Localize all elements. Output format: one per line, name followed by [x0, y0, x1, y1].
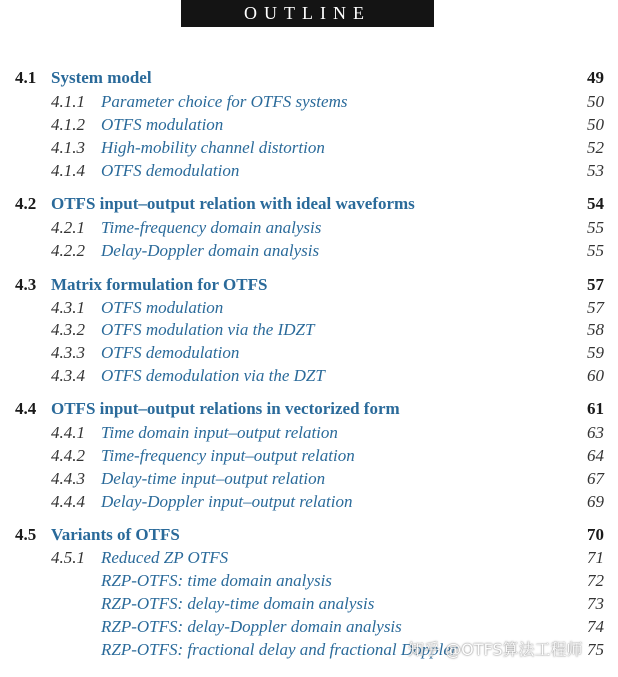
section-title[interactable]: Matrix formulation for OTFS	[51, 275, 268, 294]
toc-subsection-4-3-3[interactable]	[0, 342, 618, 364]
toc-subsection-4-2-2[interactable]	[0, 240, 618, 262]
subsection-title[interactable]: Time domain input–output relation	[101, 423, 338, 442]
subsection-title[interactable]: Parameter choice for OTFS systems	[101, 92, 348, 111]
subsection-number: 4.1.4	[51, 161, 85, 180]
subsection-number: 4.4.4	[51, 492, 85, 511]
page-number: 55	[587, 218, 604, 237]
subsection-number: 4.3.2	[51, 320, 85, 339]
page-number: 55	[587, 241, 604, 260]
toc-section-4-1[interactable]	[0, 67, 618, 89]
page-number: 69	[587, 492, 604, 511]
page-number: 63	[587, 423, 604, 442]
subsection-number: 4.2.1	[51, 218, 85, 237]
subsection-number: 4.3.3	[51, 343, 85, 362]
page-number: 58	[587, 320, 604, 339]
subsection-title[interactable]: Delay-Doppler domain analysis	[101, 241, 320, 260]
subsection-number: 4.2.2	[51, 241, 85, 260]
page-number: 74	[587, 617, 604, 636]
entry-title[interactable]: RZP-OTFS: fractional delay and fractional Doppler	[101, 640, 458, 659]
toc-section-4-2[interactable]	[0, 193, 618, 215]
page-number: 72	[587, 571, 604, 590]
subsection-title[interactable]: OTFS modulation	[101, 298, 224, 317]
subsection-title[interactable]: OTFS demodulation via the DZT	[101, 366, 325, 385]
section-title[interactable]: OTFS input–output relation with ideal waveforms	[51, 194, 415, 213]
toc-subsection-4-2-1[interactable]	[0, 217, 618, 239]
toc-entry-rzp-delay-doppler[interactable]	[0, 616, 618, 638]
subsection-title[interactable]: Delay-time input–output relation	[101, 469, 326, 488]
page-number: 50	[587, 115, 604, 134]
section-number: 4.1	[15, 68, 37, 87]
page-number: 53	[587, 161, 604, 180]
outline-header: OUTLINE	[181, 0, 434, 27]
section-number: 4.3	[15, 275, 37, 294]
page-number: 70	[587, 525, 604, 544]
section-title[interactable]: OTFS input–output relations in vectorized form	[51, 399, 400, 418]
page-number: 49	[587, 68, 604, 87]
page-number: 67	[587, 469, 604, 488]
toc-subsection-4-4-4[interactable]	[0, 491, 618, 513]
toc-subsection-4-3-2[interactable]	[0, 319, 618, 341]
subsection-number: 4.4.1	[51, 423, 85, 442]
subsection-title[interactable]: OTFS modulation	[101, 115, 224, 134]
entry-title[interactable]: RZP-OTFS: delay-Doppler domain analysis	[101, 617, 402, 636]
page-number: 60	[587, 366, 604, 385]
toc-subsection-4-4-1[interactable]	[0, 422, 618, 444]
toc-subsection-4-5-1[interactable]	[0, 547, 618, 569]
toc-subsection-4-3-4[interactable]	[0, 365, 618, 387]
watermark: 知乎 @OTFS算法工程师	[408, 640, 583, 659]
toc-entry-rzp-time[interactable]	[0, 570, 618, 592]
section-number: 4.2	[15, 194, 37, 213]
subsection-number: 4.3.4	[51, 366, 85, 385]
subsection-number: 4.1.1	[51, 92, 85, 111]
section-title[interactable]: System model	[51, 68, 152, 87]
subsection-number: 4.1.3	[51, 138, 85, 157]
toc-subsection-4-3-1[interactable]	[0, 297, 618, 319]
subsection-title[interactable]: High-mobility channel distortion	[101, 138, 325, 157]
page-number: 73	[587, 594, 604, 613]
page-number: 71	[587, 548, 604, 567]
section-number: 4.5	[15, 525, 37, 544]
subsection-title[interactable]: OTFS demodulation	[101, 343, 240, 362]
subsection-title[interactable]: Reduced ZP OTFS	[101, 548, 229, 567]
subsection-number: 4.5.1	[51, 548, 85, 567]
toc-section-4-4[interactable]	[0, 398, 618, 420]
page-number: 64	[587, 446, 604, 465]
page-number: 61	[587, 399, 604, 418]
toc-subsection-4-4-3[interactable]	[0, 468, 618, 490]
toc-entry-rzp-delay-time[interactable]	[0, 593, 618, 615]
page-number: 75	[587, 640, 604, 659]
entry-title[interactable]: RZP-OTFS: delay-time domain analysis	[101, 594, 375, 613]
page-number: 57	[587, 298, 604, 317]
entry-title[interactable]: RZP-OTFS: time domain analysis	[101, 571, 332, 590]
toc-subsection-4-1-3[interactable]	[0, 137, 618, 159]
subsection-title[interactable]: Time-frequency input–output relation	[101, 446, 355, 465]
page-number: 52	[587, 138, 604, 157]
subsection-title[interactable]: Time-frequency domain analysis	[101, 218, 322, 237]
page-number: 50	[587, 92, 604, 111]
page-number: 54	[587, 194, 604, 213]
toc-subsection-4-4-2[interactable]	[0, 445, 618, 467]
subsection-title[interactable]: Delay-Doppler input–output relation	[101, 492, 353, 511]
toc-section-4-5[interactable]	[0, 524, 618, 546]
section-number: 4.4	[15, 399, 37, 418]
page-number: 57	[587, 275, 604, 294]
subsection-number: 4.3.1	[51, 298, 85, 317]
toc-section-4-3[interactable]	[0, 274, 618, 296]
section-title[interactable]: Variants of OTFS	[51, 525, 180, 544]
subsection-title[interactable]: OTFS demodulation	[101, 161, 240, 180]
subsection-number: 4.4.3	[51, 469, 85, 488]
subsection-number: 4.1.2	[51, 115, 85, 134]
toc-subsection-4-1-1[interactable]	[0, 91, 618, 113]
toc-subsection-4-1-4[interactable]	[0, 160, 618, 182]
toc-subsection-4-1-2[interactable]	[0, 114, 618, 136]
page-number: 59	[587, 343, 604, 362]
subsection-number: 4.4.2	[51, 446, 85, 465]
subsection-title[interactable]: OTFS modulation via the IDZT	[101, 320, 315, 339]
